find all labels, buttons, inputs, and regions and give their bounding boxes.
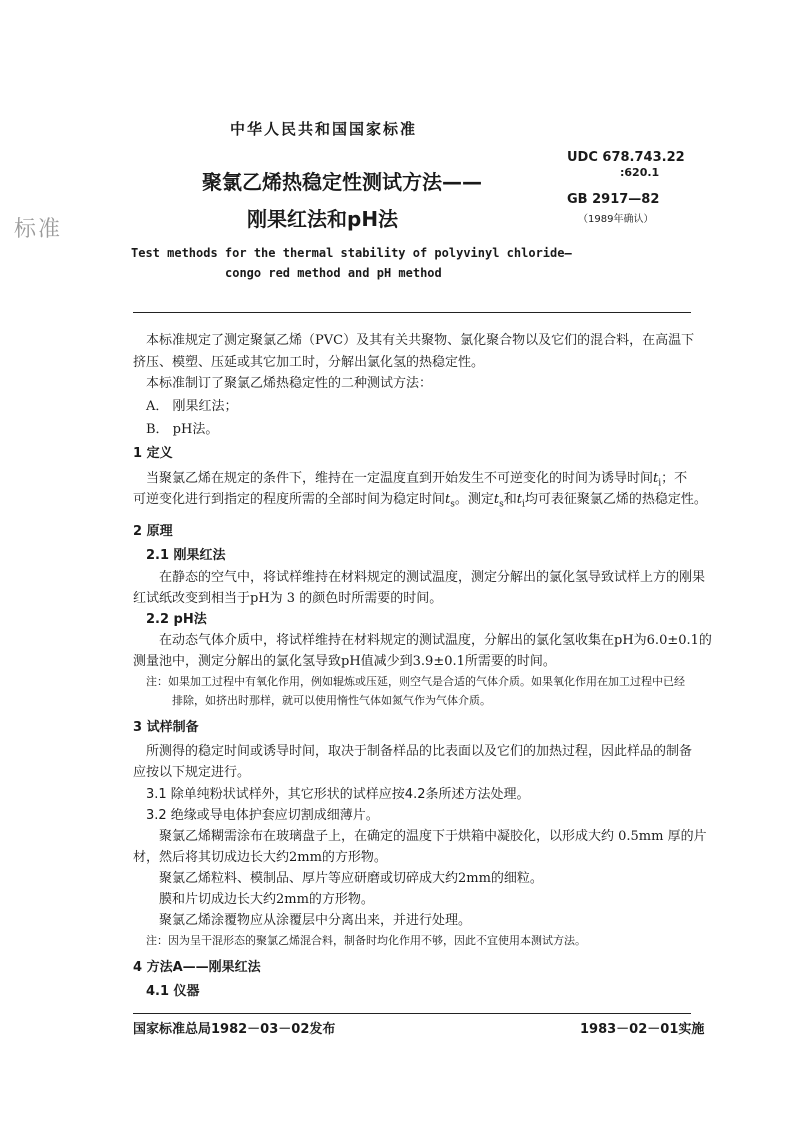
section-3-1: 3.1 除单纯粉状试样外，其它形状的试样应按4.2条所述方法处理。 [146, 787, 530, 802]
section-1-line1-end: ；不 [661, 471, 688, 486]
doc-title-line2: 刚果红法和pH法 [247, 207, 399, 231]
section-1-heading: 1 定义 [133, 446, 173, 461]
intro-item-b: B． pH法。 [146, 422, 219, 437]
section-4-1-heading: 4.1 仪器 [146, 984, 200, 999]
country-standard-label: 中华人民共和国国家标准 [230, 120, 418, 138]
stability-time-sub: s [450, 499, 455, 510]
section-1-line2-mid: 。测定 [454, 492, 494, 507]
section-1-line2-text: 可逆变化进行到指定的程度所需的全部时间为稳定时间 [133, 492, 446, 507]
induction-time-symbol-2: t [516, 492, 522, 507]
doc-title-line1: 聚氯乙烯热稳定性测试方法—— [202, 170, 482, 194]
gb-number: GB 2917—82 [567, 192, 660, 207]
section-3-para1-line2: 材，然后将其切成边长大约2mm的方形物。 [133, 850, 387, 865]
intro-para1-line1: 本标准规定了测定聚氯乙烯（PVC）及其有关共聚物、氯化聚合物以及它们的混合料，在高温下 [146, 333, 695, 348]
section-2-2-heading: 2.2 pH法 [146, 612, 207, 627]
stability-time-symbol-2: t [493, 492, 500, 507]
section-3-line1: 所测得的稳定时间或诱导时间，取决于制备样品的比表面以及它们的加热过程，因此样品的制备 [146, 744, 693, 759]
section-1-line2 [133, 490, 707, 515]
side-watermark: 标准 [14, 217, 63, 242]
section-3-para1-line1: 聚氯乙烯糊需涂布在玻璃盘子上，在确定的温度下于烘箱中凝胶化，以形成大约 0.5mm 厚的片 [159, 829, 707, 844]
intro-para1-line2: 挤压、模塑、压延或其它加工时，分解出氯化氢的热稳定性。 [133, 355, 485, 370]
udc-code-sub: :620.1 [620, 166, 660, 179]
intro-item-a: A． 刚果红法； [146, 399, 238, 414]
section-2-2-line2: 测量池中，测定分解出的氯化氢导致pH值减少到3.9±0.1所需要的时间。 [133, 654, 556, 669]
section-2-2-line1: 在动态气体介质中，将试样维持在材料规定的测试温度，分解出的氯化氢收集在pH为6.0±0.1的 [159, 633, 712, 648]
section-4-heading: 4 方法A——刚果红法 [133, 960, 261, 975]
section-2-note-line2: 排除，如挤出时那样，就可以使用惰性气体如氮气作为气体介质。 [172, 694, 491, 707]
footer-divider [133, 1013, 691, 1014]
section-3-heading: 3 试样制备 [133, 720, 199, 735]
section-1-line2-end: 均可表征聚氯乙烯的热稳定性。 [524, 492, 707, 507]
issue-date: 国家标准总局1982－03－02发布 [133, 1022, 336, 1037]
section-3-note: 注：因为呈干混形态的聚氯乙烯混合料，制备时均化作用不够，因此不宜使用本测试方法。 [146, 934, 586, 947]
english-title-line2: congo red method and pH method [225, 266, 442, 280]
udc-code: UDC 678.743.22 [567, 150, 685, 165]
induction-time-sub: i [658, 478, 662, 489]
section-2-heading: 2 原理 [133, 524, 173, 539]
stability-time-symbol: t [445, 492, 451, 507]
confirm-year: （1989年确认） [578, 214, 654, 225]
induction-time-sub-2: i [522, 499, 525, 510]
section-2-note-line1: 注：如果加工过程中有氧化作用，例如辊炼或压延，则空气是合适的气体介质。如果氧化作用在加工过程中已经 [146, 675, 685, 688]
section-2-1-line2: 红试纸改变到相当于pH为 3 的颜色时所需要的时间。 [133, 591, 443, 606]
section-3-para4: 聚氯乙烯涂覆物应从涂覆层中分离出来，并进行处理。 [159, 913, 472, 928]
effective-date: 1983－02－01实施 [580, 1022, 705, 1037]
stability-time-sub-2: s [499, 499, 504, 510]
section-1-line2-and: 和 [503, 492, 517, 507]
section-3-2: 3.2 绝缘或导电体护套应切割成细薄片。 [146, 808, 379, 823]
section-3-line2: 应按以下规定进行。 [133, 765, 251, 780]
section-3-para2: 聚氯乙烯粒料、模制品、厚片等应研磨或切碎成大约2mm的细粒。 [159, 871, 543, 886]
section-1-line1-text: 当聚氯乙烯在规定的条件下，维持在一定温度直到开始发生不可逆变化的时间为诱导时间 [146, 471, 654, 486]
header-divider [133, 312, 691, 313]
section-3-para3: 膜和片切成边长大约2mm的方形物。 [159, 892, 374, 907]
induction-time-symbol: t [653, 471, 659, 486]
intro-para2: 本标准制订了聚氯乙烯热稳定性的二种测试方法： [146, 376, 433, 391]
english-title-line1: Test methods for the thermal stability of polyvinyl chloride— [131, 246, 572, 260]
section-2-1-line1: 在静态的空气中，将试样维持在材料规定的测试温度，测定分解出的氯化氢导致试样上方的刚果 [159, 570, 706, 585]
section-2-1-heading: 2.1 刚果红法 [146, 548, 226, 563]
